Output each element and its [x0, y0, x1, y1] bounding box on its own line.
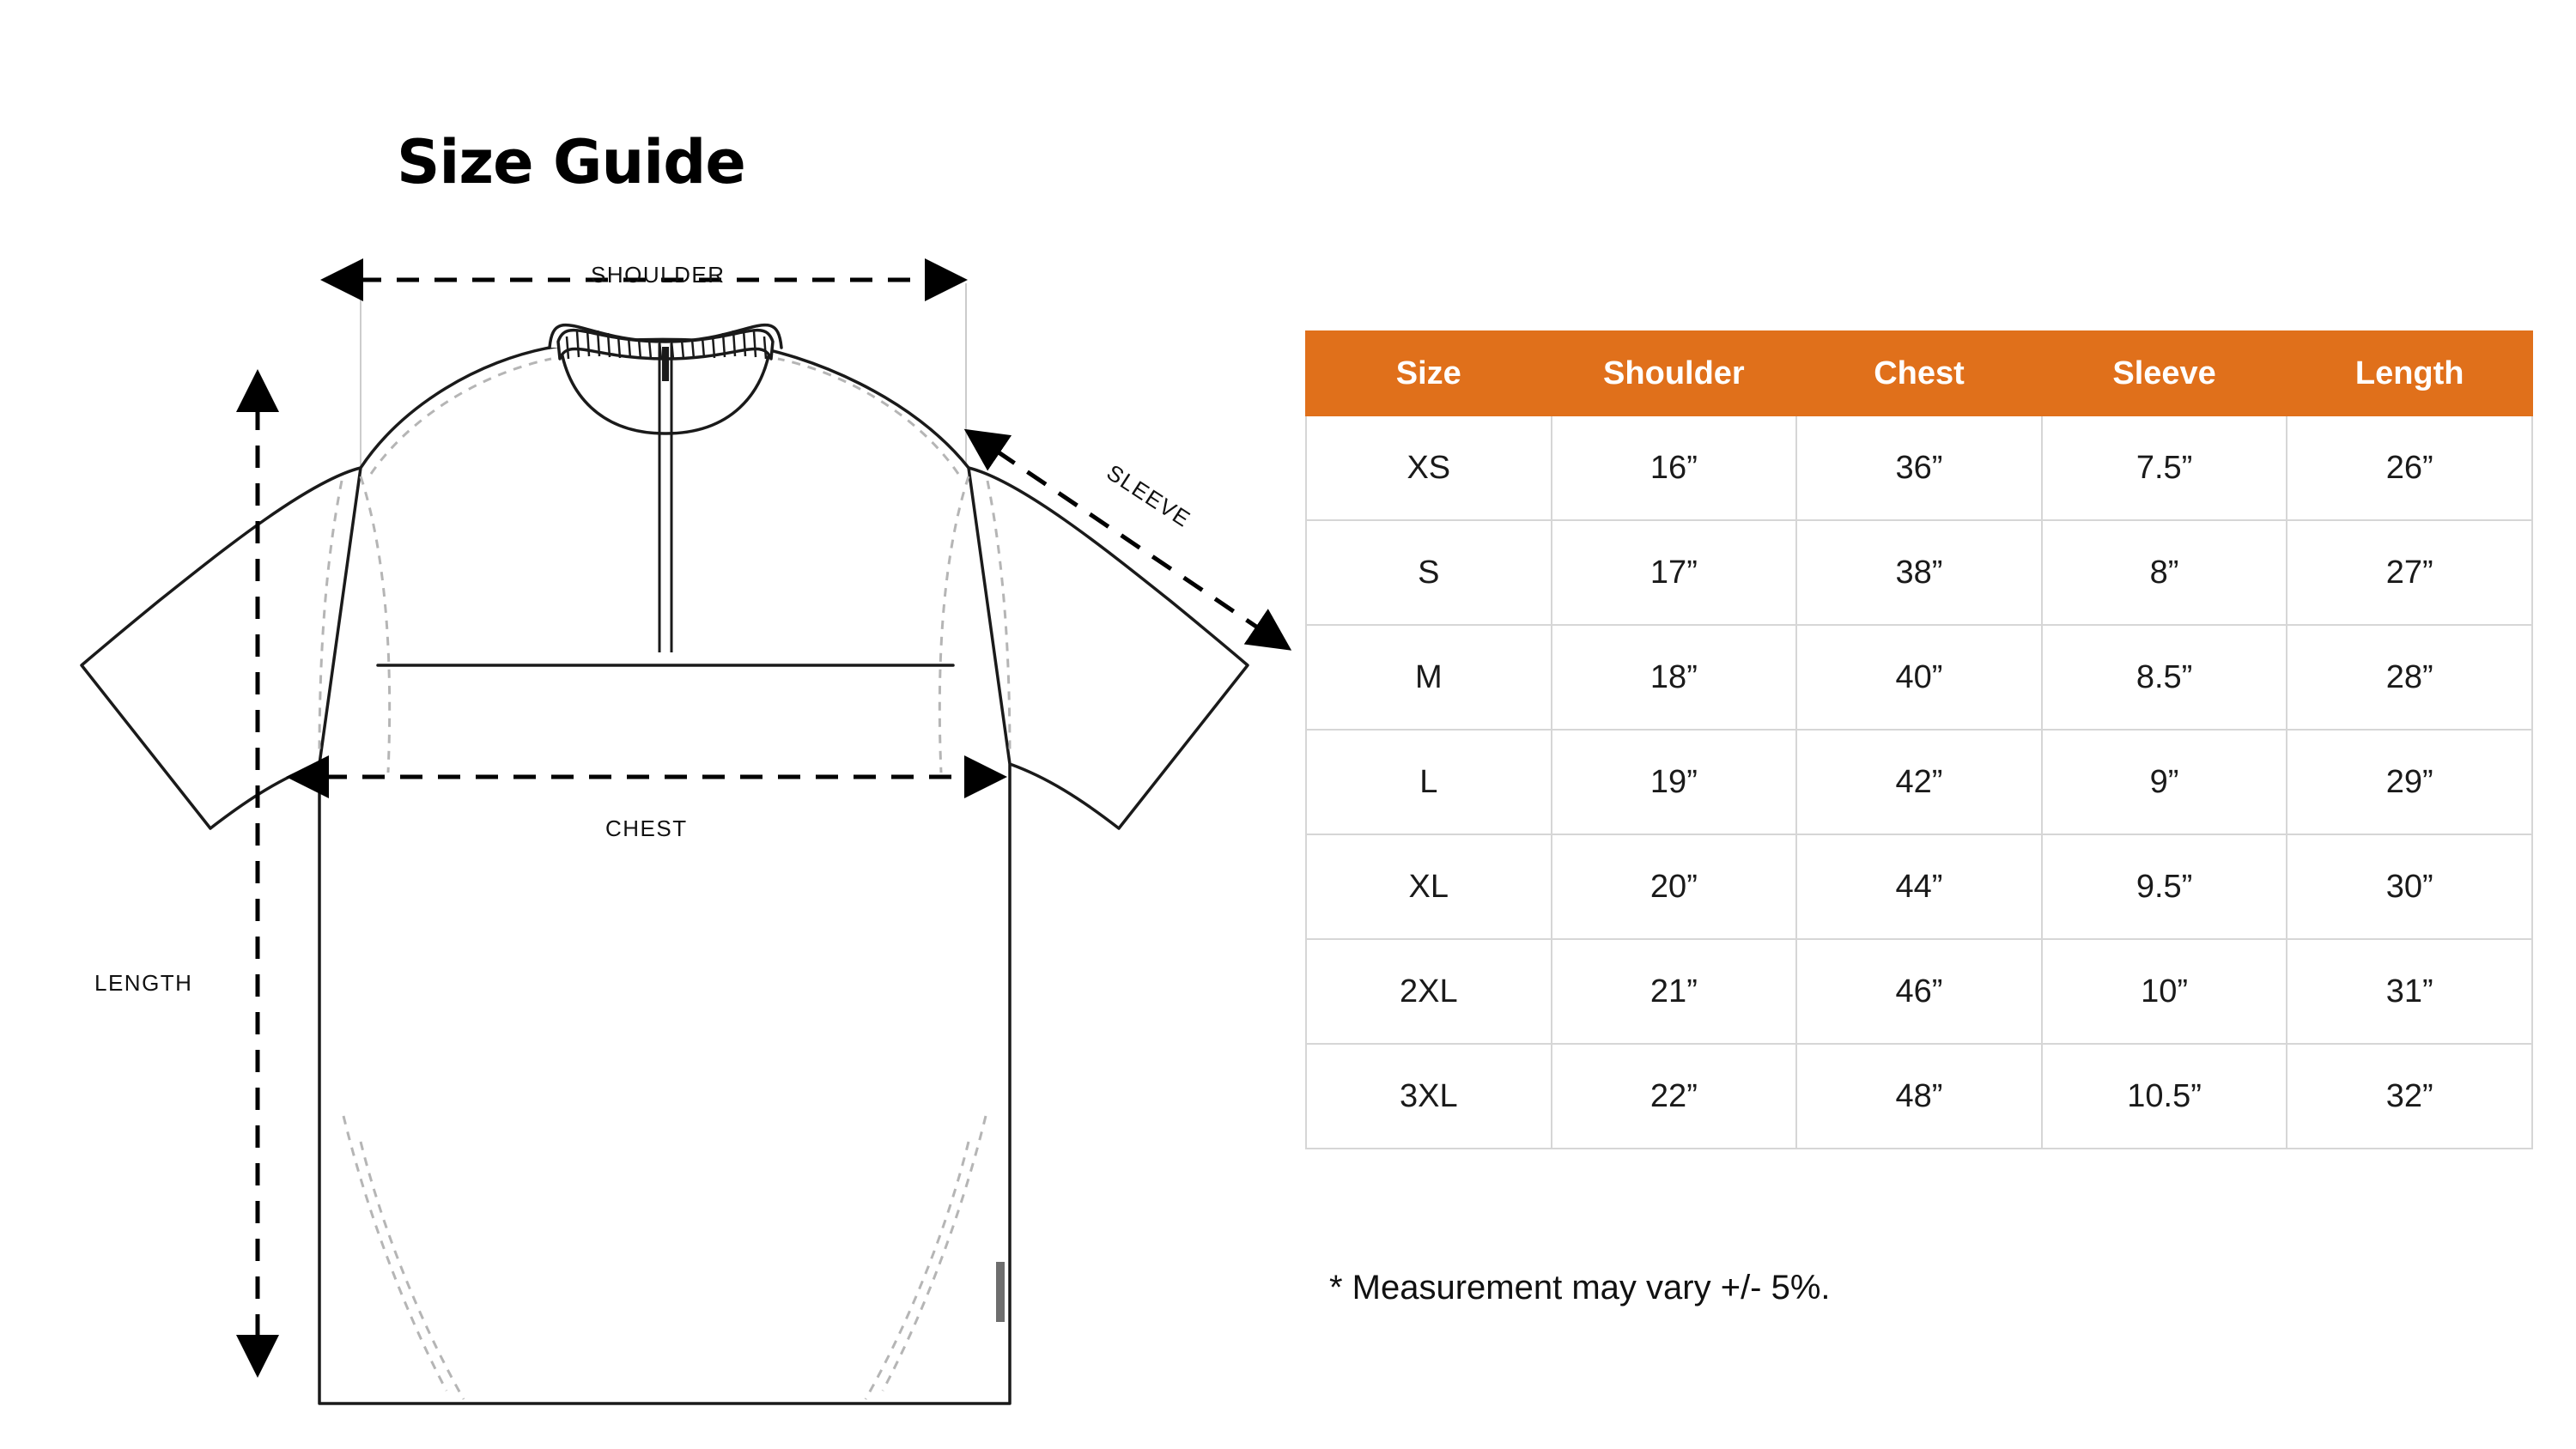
- cell-shoulder: 21”: [1552, 939, 1797, 1044]
- cell-shoulder: 19”: [1552, 730, 1797, 834]
- cell-sleeve: 9.5”: [2042, 834, 2287, 939]
- cell-length: 26”: [2287, 415, 2532, 520]
- cell-size: L: [1306, 730, 1552, 834]
- column-header-sleeve: Sleeve: [2042, 331, 2287, 415]
- cell-chest: 46”: [1796, 939, 2042, 1044]
- cell-length: 31”: [2287, 939, 2532, 1044]
- measurement-footnote: * Measurement may vary +/- 5%.: [1329, 1269, 1831, 1307]
- cell-sleeve: 9”: [2042, 730, 2287, 834]
- cell-size: 2XL: [1306, 939, 1552, 1044]
- cell-length: 28”: [2287, 625, 2532, 730]
- cell-sleeve: 8.5”: [2042, 625, 2287, 730]
- cell-size: S: [1306, 520, 1552, 625]
- cell-chest: 38”: [1796, 520, 2042, 625]
- cell-length: 27”: [2287, 520, 2532, 625]
- cell-chest: 44”: [1796, 834, 2042, 939]
- cell-sleeve: 10.5”: [2042, 1044, 2287, 1149]
- column-header-length: Length: [2287, 331, 2532, 415]
- cell-shoulder: 20”: [1552, 834, 1797, 939]
- size-table: [1305, 330, 2533, 1149]
- size-table-container: [1305, 330, 2542, 1149]
- table-header-row: [1306, 331, 2532, 415]
- dimension-label-sleeve: SLEEVE: [1102, 459, 1196, 533]
- column-header-size: Size: [1306, 331, 1552, 415]
- cell-size: XL: [1306, 834, 1552, 939]
- column-header-chest: Chest: [1796, 331, 2042, 415]
- cell-size: XS: [1306, 415, 1552, 520]
- table-row: [1306, 520, 2532, 625]
- cell-length: 30”: [2287, 834, 2532, 939]
- cell-length: 29”: [2287, 730, 2532, 834]
- cell-size: M: [1306, 625, 1552, 730]
- cell-shoulder: 18”: [1552, 625, 1797, 730]
- table-row: [1306, 939, 2532, 1044]
- dimension-label-length: LENGTH: [94, 970, 193, 996]
- cell-chest: 40”: [1796, 625, 2042, 730]
- page-title: Size Guide: [397, 127, 745, 197]
- cell-chest: 48”: [1796, 1044, 2042, 1149]
- cell-sleeve: 10”: [2042, 939, 2287, 1044]
- cell-shoulder: 17”: [1552, 520, 1797, 625]
- cell-sleeve: 8”: [2042, 520, 2287, 625]
- table-row: [1306, 415, 2532, 520]
- dimension-label-shoulder: SHOULDER: [591, 262, 726, 288]
- cell-shoulder: 22”: [1552, 1044, 1797, 1149]
- table-row: [1306, 730, 2532, 834]
- cell-shoulder: 16”: [1552, 415, 1797, 520]
- cell-length: 32”: [2287, 1044, 2532, 1149]
- table-row: [1306, 1044, 2532, 1149]
- cell-size: 3XL: [1306, 1044, 1552, 1149]
- cell-chest: 42”: [1796, 730, 2042, 834]
- table-row: [1306, 834, 2532, 939]
- dimension-label-chest: CHEST: [605, 815, 688, 841]
- cell-chest: 36”: [1796, 415, 2042, 520]
- table-row: [1306, 625, 2532, 730]
- column-header-shoulder: Shoulder: [1552, 331, 1797, 415]
- cell-sleeve: 7.5”: [2042, 415, 2287, 520]
